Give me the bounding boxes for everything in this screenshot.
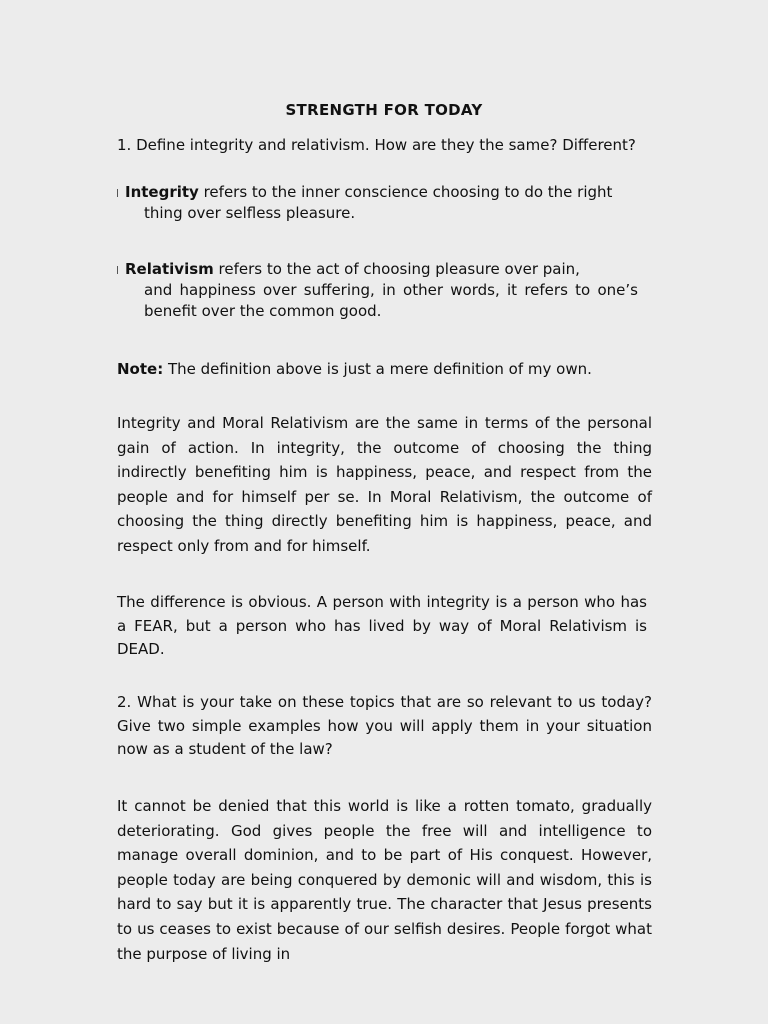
integrity-text-line1: refers to the inner conscience choosing to do the right bbox=[198, 183, 613, 201]
integrity-bullet-line bbox=[117, 182, 652, 203]
paragraph-difference: The difference is obvious. A person with integrity is a person who has a FEAR, but a person who has lived by way of Moral Relativism is DEAD. bbox=[117, 593, 647, 658]
document-title: STRENGTH FOR TODAY bbox=[285, 101, 483, 119]
note bbox=[117, 359, 652, 380]
note-text: The definition above is just a mere definition of my own. bbox=[163, 360, 592, 378]
question-1: 1. Define integrity and relativism. How are they the same? Different? bbox=[117, 136, 636, 154]
bullet-marker bbox=[117, 266, 118, 274]
integrity-text-line2: thing over selfless pleasure. bbox=[144, 204, 356, 222]
relativism-text-line1: refers to the act of choosing pleasure over pain, bbox=[213, 260, 580, 278]
integrity-term: Integrity bbox=[125, 183, 199, 201]
question-2: 2. What is your take on these topics that are so relevant to us today? Give two simple examples how you will apply them in your situation now as a student of the law? bbox=[117, 693, 652, 758]
note-label: Note: bbox=[117, 360, 164, 378]
relativism-definition bbox=[117, 259, 652, 322]
integrity-definition bbox=[117, 182, 652, 224]
relativism-text-rest: and happiness over suffering, in other words, it refers to one’s benefit over the common good. bbox=[144, 281, 638, 320]
relativism-bullet-line bbox=[117, 259, 652, 280]
relativism-term: Relativism bbox=[125, 260, 214, 278]
bullet-marker bbox=[117, 189, 118, 197]
paragraph-same: Integrity and Moral Relativism are the same in terms of the personal gain of action. In integrity, the outcome of choosing the thing indirectly benefiting him is happiness, peace, and respect from the people and for himself per se. In Moral Relativism, the outcome of choosing the thing directly benefiting him is happiness, peace, and respect only from and for himself. bbox=[117, 414, 652, 555]
paragraph-answer-2: It cannot be denied that this world is like a rotten tomato, gradually deteriorating. God gives people the free will and intelligence to manage overall dominion, and to be part of His conquest. However, people today are being conquered by demonic will and wisdom, this is hard to say but it is apparently true. The character that Jesus presents to us ceases to exist because of our selfish desires. People forgot what the purpose of living in bbox=[117, 797, 652, 963]
